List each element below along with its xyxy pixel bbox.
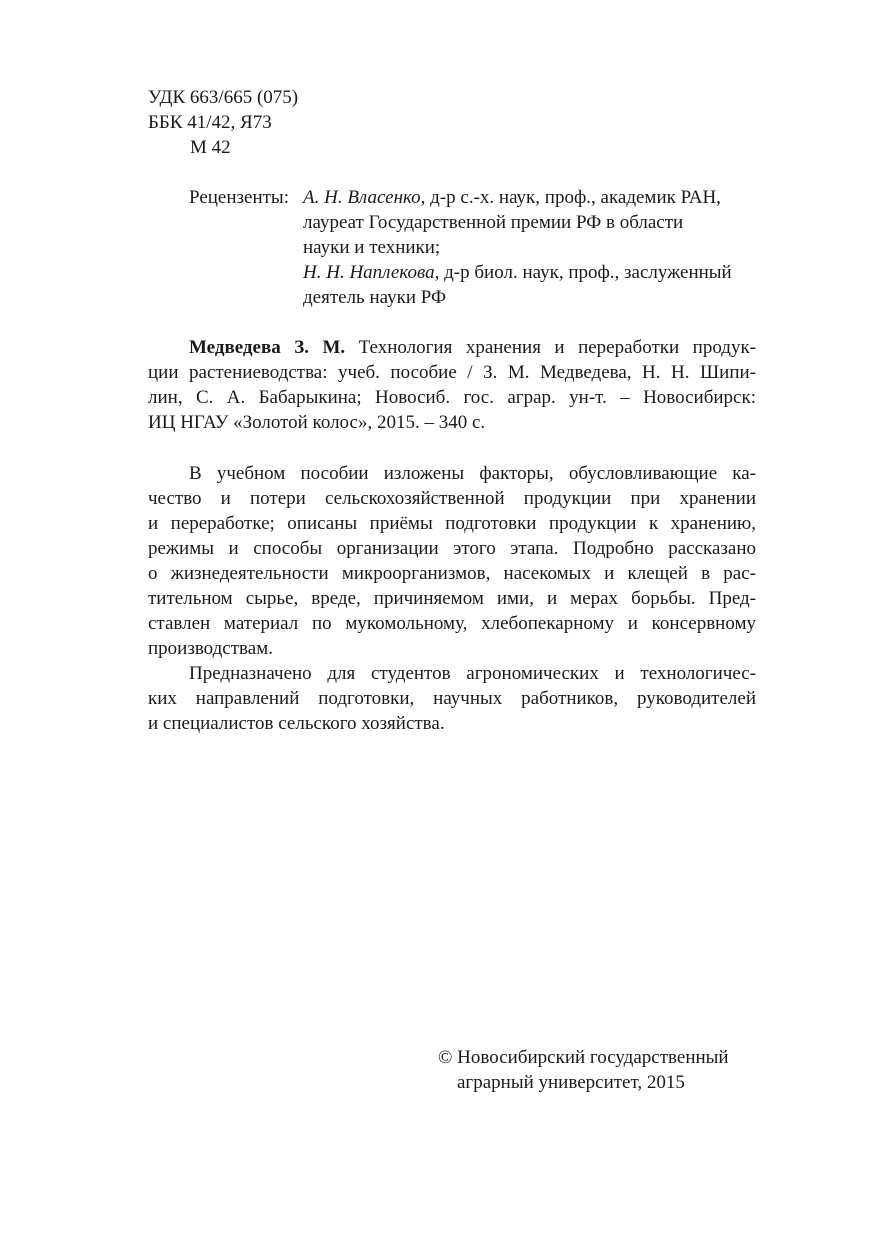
annotation-line: режимы и способы организации этого этапа. Подробно рассказано	[148, 538, 756, 559]
reviewer-1-credentials: , д-р с.-х. наук, проф., академик РАН,	[420, 187, 721, 208]
annotation-line: тительном сырье, вреде, причиняемом ими, и мерах борьбы. Пред-	[148, 588, 756, 609]
copyright-line-2: аграрный университет, 2015	[457, 1072, 685, 1093]
annotation-line: В учебном пособии изложены факторы, обусловливающие ка-	[189, 463, 756, 484]
citation-line-4: ИЦ НГАУ «Золотой колос», 2015. – 340 с.	[148, 412, 486, 433]
citation-line-3: лин, С. А. Бабарыкина; Новосиб. гос. аграр. ун-т. – Новосибирск:	[148, 387, 756, 408]
author-mark: М 42	[190, 137, 231, 158]
citation-author: Медведева З. М.	[189, 337, 346, 358]
bbk-code: ББК 41/42, Я73	[148, 112, 272, 133]
reviewers-label: Рецензенты:	[189, 187, 289, 208]
purpose-line: Предназначено для студентов агрономических и технологичес-	[189, 663, 756, 684]
udk-code: УДК 663/665 (075)	[148, 87, 299, 108]
annotation-paragraph	[148, 461, 756, 661]
annotation-line: о жизнедеятельности микроорганизмов, насекомых и клещей в рас-	[148, 563, 756, 584]
reviewers-list	[303, 185, 758, 310]
reviewer-2-name: Н. Н. Наплекова	[303, 262, 435, 283]
annotation-line: чество и потери сельскохозяйственной продукции при хранении	[148, 488, 756, 509]
reviewer-2-credentials: , д-р биол. наук, проф., заслуженный	[434, 262, 732, 283]
classification-codes	[148, 85, 298, 160]
annotation-line: и переработке; описаны приёмы подготовки продукции к хранению,	[148, 513, 756, 534]
citation-line-2: ции растениеводства: учеб. пособие / З. М. Медведева, Н. Н. Шипи-	[148, 362, 756, 383]
copyright-notice	[438, 1045, 729, 1095]
reviewer-1-line-1	[303, 185, 758, 210]
reviewer-1-line-3: науки и техники;	[303, 237, 441, 258]
reviewer-2-line-2: деятель науки РФ	[303, 287, 447, 308]
purpose-line: ких направлений подготовки, научных работников, руководителей	[148, 688, 756, 709]
reviewer-1-name: А. Н. Власенко	[303, 187, 421, 208]
citation-line-1: Медведева З. М. Технология хранения и переработки продук-	[189, 337, 757, 358]
annotation-line: производствам.	[148, 638, 273, 659]
annotation-line: ставлен материал по мукомольному, хлебопекарному и консервному	[148, 613, 756, 634]
reviewer-2-line-1	[303, 260, 758, 285]
purpose-paragraph	[148, 661, 756, 736]
copyright-line-1: © Новосибирский государственный	[438, 1047, 729, 1068]
bibliographic-citation	[148, 335, 756, 435]
purpose-line: и специалистов сельского хозяйства.	[148, 713, 445, 734]
reviewer-1-line-2: лауреат Государственной премии РФ в области	[303, 212, 684, 233]
